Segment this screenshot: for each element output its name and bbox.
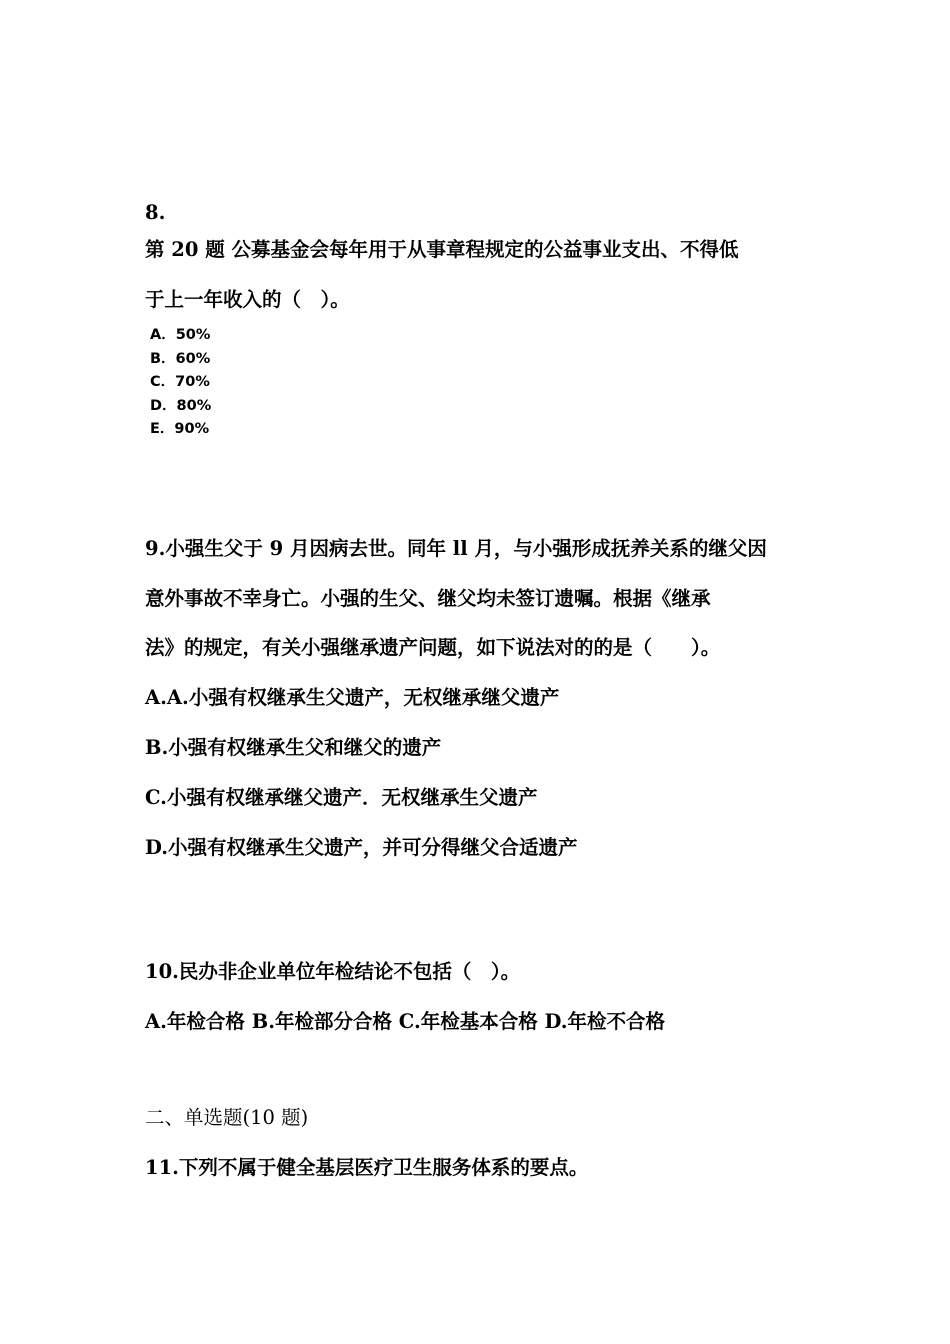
q11-stem: 11.下列不属于健全基层医疗卫生服务体系的要点。: [145, 1156, 589, 1179]
q10-options: A.年检合格 B.年检部分合格 C.年检基本合格 D.年检不合格: [145, 1010, 666, 1033]
q9-stem-line-1: 9.小强生父于 9 月因病去世。同年 ll 月，与小强形成抚养关系的继父因: [145, 537, 767, 560]
q9-option-d: D.小强有权继承生父遗产，并可分得继父合适遗产: [145, 836, 578, 859]
q8-option-c: C．70%: [150, 374, 210, 390]
q9-option-c: C.小强有权继承继父遗产．无权继承生父遗产: [145, 786, 538, 809]
q8-stem-line-2: 于上一年收入的（ ）。: [145, 288, 350, 311]
q10-stem: 10.民办非企业单位年检结论不包括（ ）。: [145, 960, 521, 983]
q8-option-e: E．90%: [150, 421, 210, 437]
section-2-title: 二、单选题(10 题): [145, 1106, 309, 1129]
q8-option-d: D．80%: [150, 398, 212, 414]
q9-stem-line-2: 意外事故不幸身亡。小强的生父、继父均未签订遗嘱。根据《继承: [145, 587, 711, 610]
q9-option-a: A.A.小强有权继承生父遗产，无权继承继父遗产: [145, 686, 560, 709]
q9-option-b: B.小强有权继承生父和继父的遗产: [145, 736, 442, 759]
q8-number: 8.: [145, 201, 166, 224]
q8-stem-line-1: 第 20 题 公募基金会每年用于从事章程规定的公益事业支出、不得低: [145, 238, 739, 261]
q8-option-a: A．50%: [150, 327, 211, 343]
q9-stem-line-3: 法》的规定，有关小强继承遗产问题，如下说法对的的是（ ）。: [145, 636, 721, 659]
q8-option-b: B．60%: [150, 351, 211, 367]
